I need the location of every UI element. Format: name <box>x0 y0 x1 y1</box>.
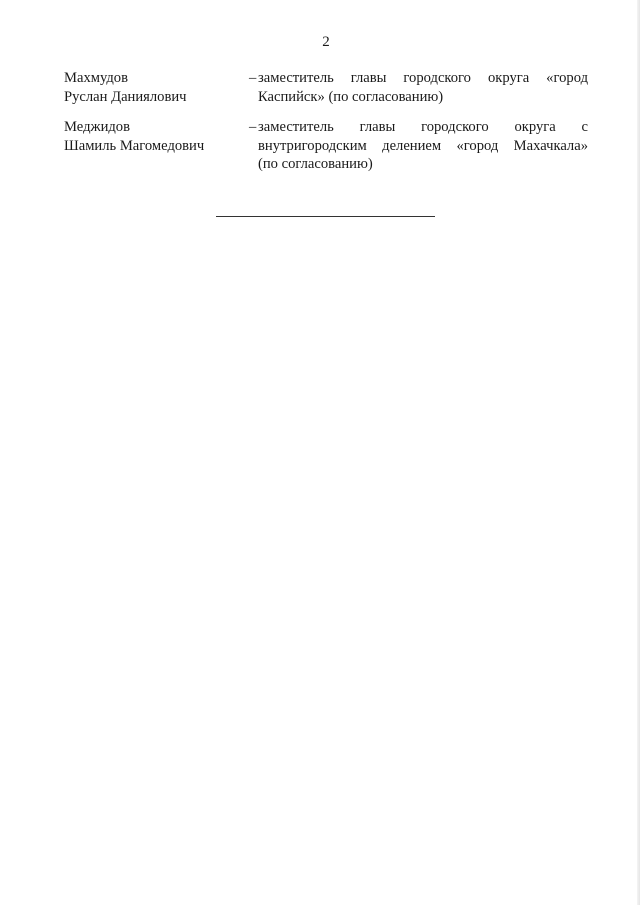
role-line: заместитель главы городского округа «город <box>258 70 588 86</box>
end-of-list-rule <box>216 216 435 217</box>
person-surname: Махмудов <box>64 70 128 86</box>
person-role <box>258 118 588 174</box>
person-given-names: Руслан Даниялович <box>64 88 187 105</box>
person-name <box>64 69 244 106</box>
page-number: 2 <box>322 34 330 50</box>
person-role <box>258 69 588 106</box>
role-line: внутригородским делением «город Махачкала» <box>258 137 588 154</box>
dash-separator: – <box>249 70 257 86</box>
person-name <box>64 118 244 155</box>
person-given-names: Шамиль Магомедович <box>64 137 205 154</box>
dash-separator: – <box>249 119 257 135</box>
role-line: Каспийск» (по согласованию) <box>258 88 444 105</box>
role-line: (по согласованию) <box>258 156 373 172</box>
role-line: заместитель главы городского округа с <box>258 119 588 135</box>
person-surname: Меджидов <box>64 119 130 135</box>
